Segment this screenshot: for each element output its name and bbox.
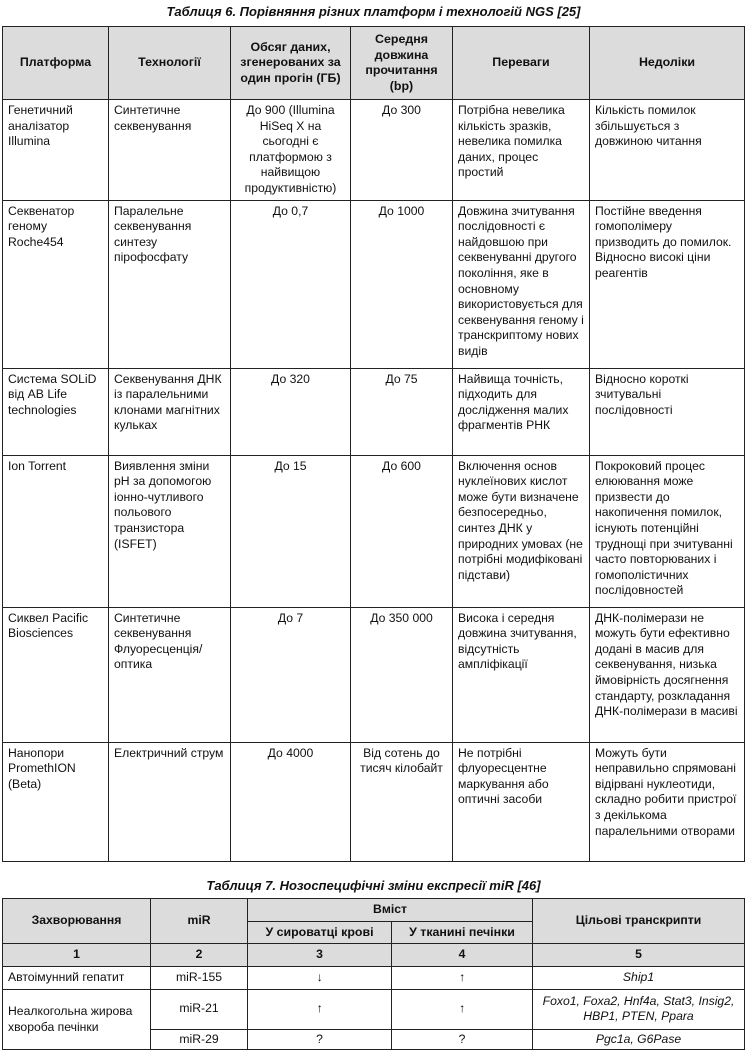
table-row bbox=[3, 368, 745, 455]
column-number: 4 bbox=[392, 944, 533, 967]
cell-platform: Ion Torrent bbox=[3, 455, 109, 607]
table-row bbox=[3, 607, 745, 742]
header-disadvantages: Недоліки bbox=[590, 27, 745, 100]
cell-data-volume: До 320 bbox=[231, 368, 351, 455]
table-row bbox=[3, 742, 745, 861]
table7 bbox=[2, 898, 745, 1050]
table7-header-row bbox=[3, 899, 745, 922]
cell-serum: ↓ bbox=[248, 966, 392, 989]
cell-targets: Pgc1a, G6Pase bbox=[533, 1029, 745, 1050]
cell-read-length: До 1000 bbox=[351, 200, 453, 368]
header-advantages: Переваги bbox=[453, 27, 590, 100]
cell-data-volume: До 900 (Illumina HiSeq X на сьогодні є платформою з найвищою продуктивністю) bbox=[231, 100, 351, 201]
cell-read-length: До 600 bbox=[351, 455, 453, 607]
cell-serum: ? bbox=[248, 1029, 392, 1050]
cell-technology: Електричний струм bbox=[109, 742, 231, 861]
table6 bbox=[2, 26, 745, 862]
cell-data-volume: До 4000 bbox=[231, 742, 351, 861]
cell-technology: Виявлення зміни pH за допомогою іонно-чутливого польового транзистора (ISFET) bbox=[109, 455, 231, 607]
cell-mir: miR-21 bbox=[151, 989, 248, 1029]
cell-read-length: До 300 bbox=[351, 100, 453, 201]
cell-platform: Система SOLiD від AB Life technologies bbox=[3, 368, 109, 455]
cell-technology: Секвенування ДНК із паралельними клонами магнітних кульках bbox=[109, 368, 231, 455]
cell-targets: Foxo1, Foxa2, Hnf4a, Stat3, Insig2, HBP1, PTEN, Ppara bbox=[533, 989, 745, 1029]
column-number: 5 bbox=[533, 944, 745, 967]
cell-platform: Нанопори PromethION (Beta) bbox=[3, 742, 109, 861]
cell-platform: Генетичний аналізатор Illumina bbox=[3, 100, 109, 201]
cell-disadvantages: Постійне введення гомополімеру призводить до помилок. Відносно високі ціни реагентів bbox=[590, 200, 745, 368]
cell-advantages: Потрібна невелика кількість зразків, невелика помилка даних, процес простий bbox=[453, 100, 590, 201]
header-read-length: Середня довжина прочитання (bp) bbox=[351, 27, 453, 100]
cell-mir: miR-29 bbox=[151, 1029, 248, 1050]
column-number: 2 bbox=[151, 944, 248, 967]
cell-advantages: Висока і середня довжина зчитування, відсутність ампліфікації bbox=[453, 607, 590, 742]
cell-advantages: Включення основ нуклеїнових кислот може бути визначене безпосередньо, синтез ДНК у природних умовах (не потрібні модифіковані підстави) bbox=[453, 455, 590, 607]
table-row bbox=[3, 100, 745, 201]
cell-serum: ↑ bbox=[248, 989, 392, 1029]
column-number: 1 bbox=[3, 944, 151, 967]
table-row bbox=[3, 455, 745, 607]
table-row bbox=[3, 200, 745, 368]
cell-platform: Секвенатор геному Roche454 bbox=[3, 200, 109, 368]
cell-disease: Неалкогольна жирова хвороба печінки bbox=[3, 989, 151, 1050]
cell-data-volume: До 0,7 bbox=[231, 200, 351, 368]
table-row bbox=[3, 966, 745, 989]
table-row bbox=[3, 989, 745, 1029]
cell-data-volume: До 15 bbox=[231, 455, 351, 607]
cell-disadvantages: Покроковий процес елюювання може призвести до накопичення помилок, існують потенційні труднощі при зчитуванні часто повторюваних і гомополістичних послідовностей bbox=[590, 455, 745, 607]
table6-header-row bbox=[3, 27, 745, 100]
cell-advantages: Не потрібні флуоресцентне маркування або оптичні засоби bbox=[453, 742, 590, 861]
cell-platform: Сиквел Pacific Biosciences bbox=[3, 607, 109, 742]
header-platform: Платформа bbox=[3, 27, 109, 100]
cell-advantages: Довжина зчитування послідовності є найдовшою при секвенуванні другого покоління, яке в основному використовується для секвенування геному і транскриптому нових видів bbox=[453, 200, 590, 368]
cell-targets: Ship1 bbox=[533, 966, 745, 989]
cell-read-length: Від сотень до тисяч кілобайт bbox=[351, 742, 453, 861]
cell-disadvantages: Відносно короткі зчитувальні послідовності bbox=[590, 368, 745, 455]
cell-liver: ? bbox=[392, 1029, 533, 1050]
header-content: Вміст bbox=[248, 899, 533, 922]
cell-technology: Синтетичне секвенування bbox=[109, 100, 231, 201]
cell-advantages: Найвища точність, підходить для дослідження малих фрагментів РНК bbox=[453, 368, 590, 455]
header-disease: Захворювання bbox=[3, 899, 151, 944]
column-number: 3 bbox=[248, 944, 392, 967]
cell-disadvantages: ДНК-полімерази не можуть бути ефективно додані в масив для секвенування, низька ймовірність досягнення стандарту, розкладання ДНК-полімерази в масиві bbox=[590, 607, 745, 742]
cell-liver: ↑ bbox=[392, 966, 533, 989]
header-serum: У сироватці крові bbox=[248, 921, 392, 944]
cell-liver: ↑ bbox=[392, 989, 533, 1029]
header-data-volume: Обсяг даних, згенерованих за один прогін (ГБ) bbox=[231, 27, 351, 100]
table7-number-row bbox=[3, 944, 745, 967]
header-mir: miR bbox=[151, 899, 248, 944]
header-technology: Технології bbox=[109, 27, 231, 100]
cell-data-volume: До 7 bbox=[231, 607, 351, 742]
cell-read-length: До 350 000 bbox=[351, 607, 453, 742]
header-targets: Цільові транскрипти bbox=[533, 899, 745, 944]
cell-technology: Паралельне секвенування синтезу пірофосфату bbox=[109, 200, 231, 368]
cell-technology: Синтетичне секвенування Флуоресценція/оптика bbox=[109, 607, 231, 742]
table7-caption: Таблиця 7. Нозоспецифічні зміни експресії miR [46] bbox=[206, 878, 541, 893]
cell-disease: Автоімунний гепатит bbox=[3, 966, 151, 989]
cell-disadvantages: Кількість помилок збільшується з довжиною читання bbox=[590, 100, 745, 201]
table6-caption: Таблиця 6. Порівняння різних платформ і технологій NGS [25] bbox=[166, 4, 581, 19]
header-liver: У тканині печінки bbox=[392, 921, 533, 944]
cell-disadvantages: Можуть бути неправильно спрямовані відірвані нуклеотиди, складно робити пристрої з декількома паралельними отворами bbox=[590, 742, 745, 861]
cell-mir: miR-155 bbox=[151, 966, 248, 989]
cell-read-length: До 75 bbox=[351, 368, 453, 455]
